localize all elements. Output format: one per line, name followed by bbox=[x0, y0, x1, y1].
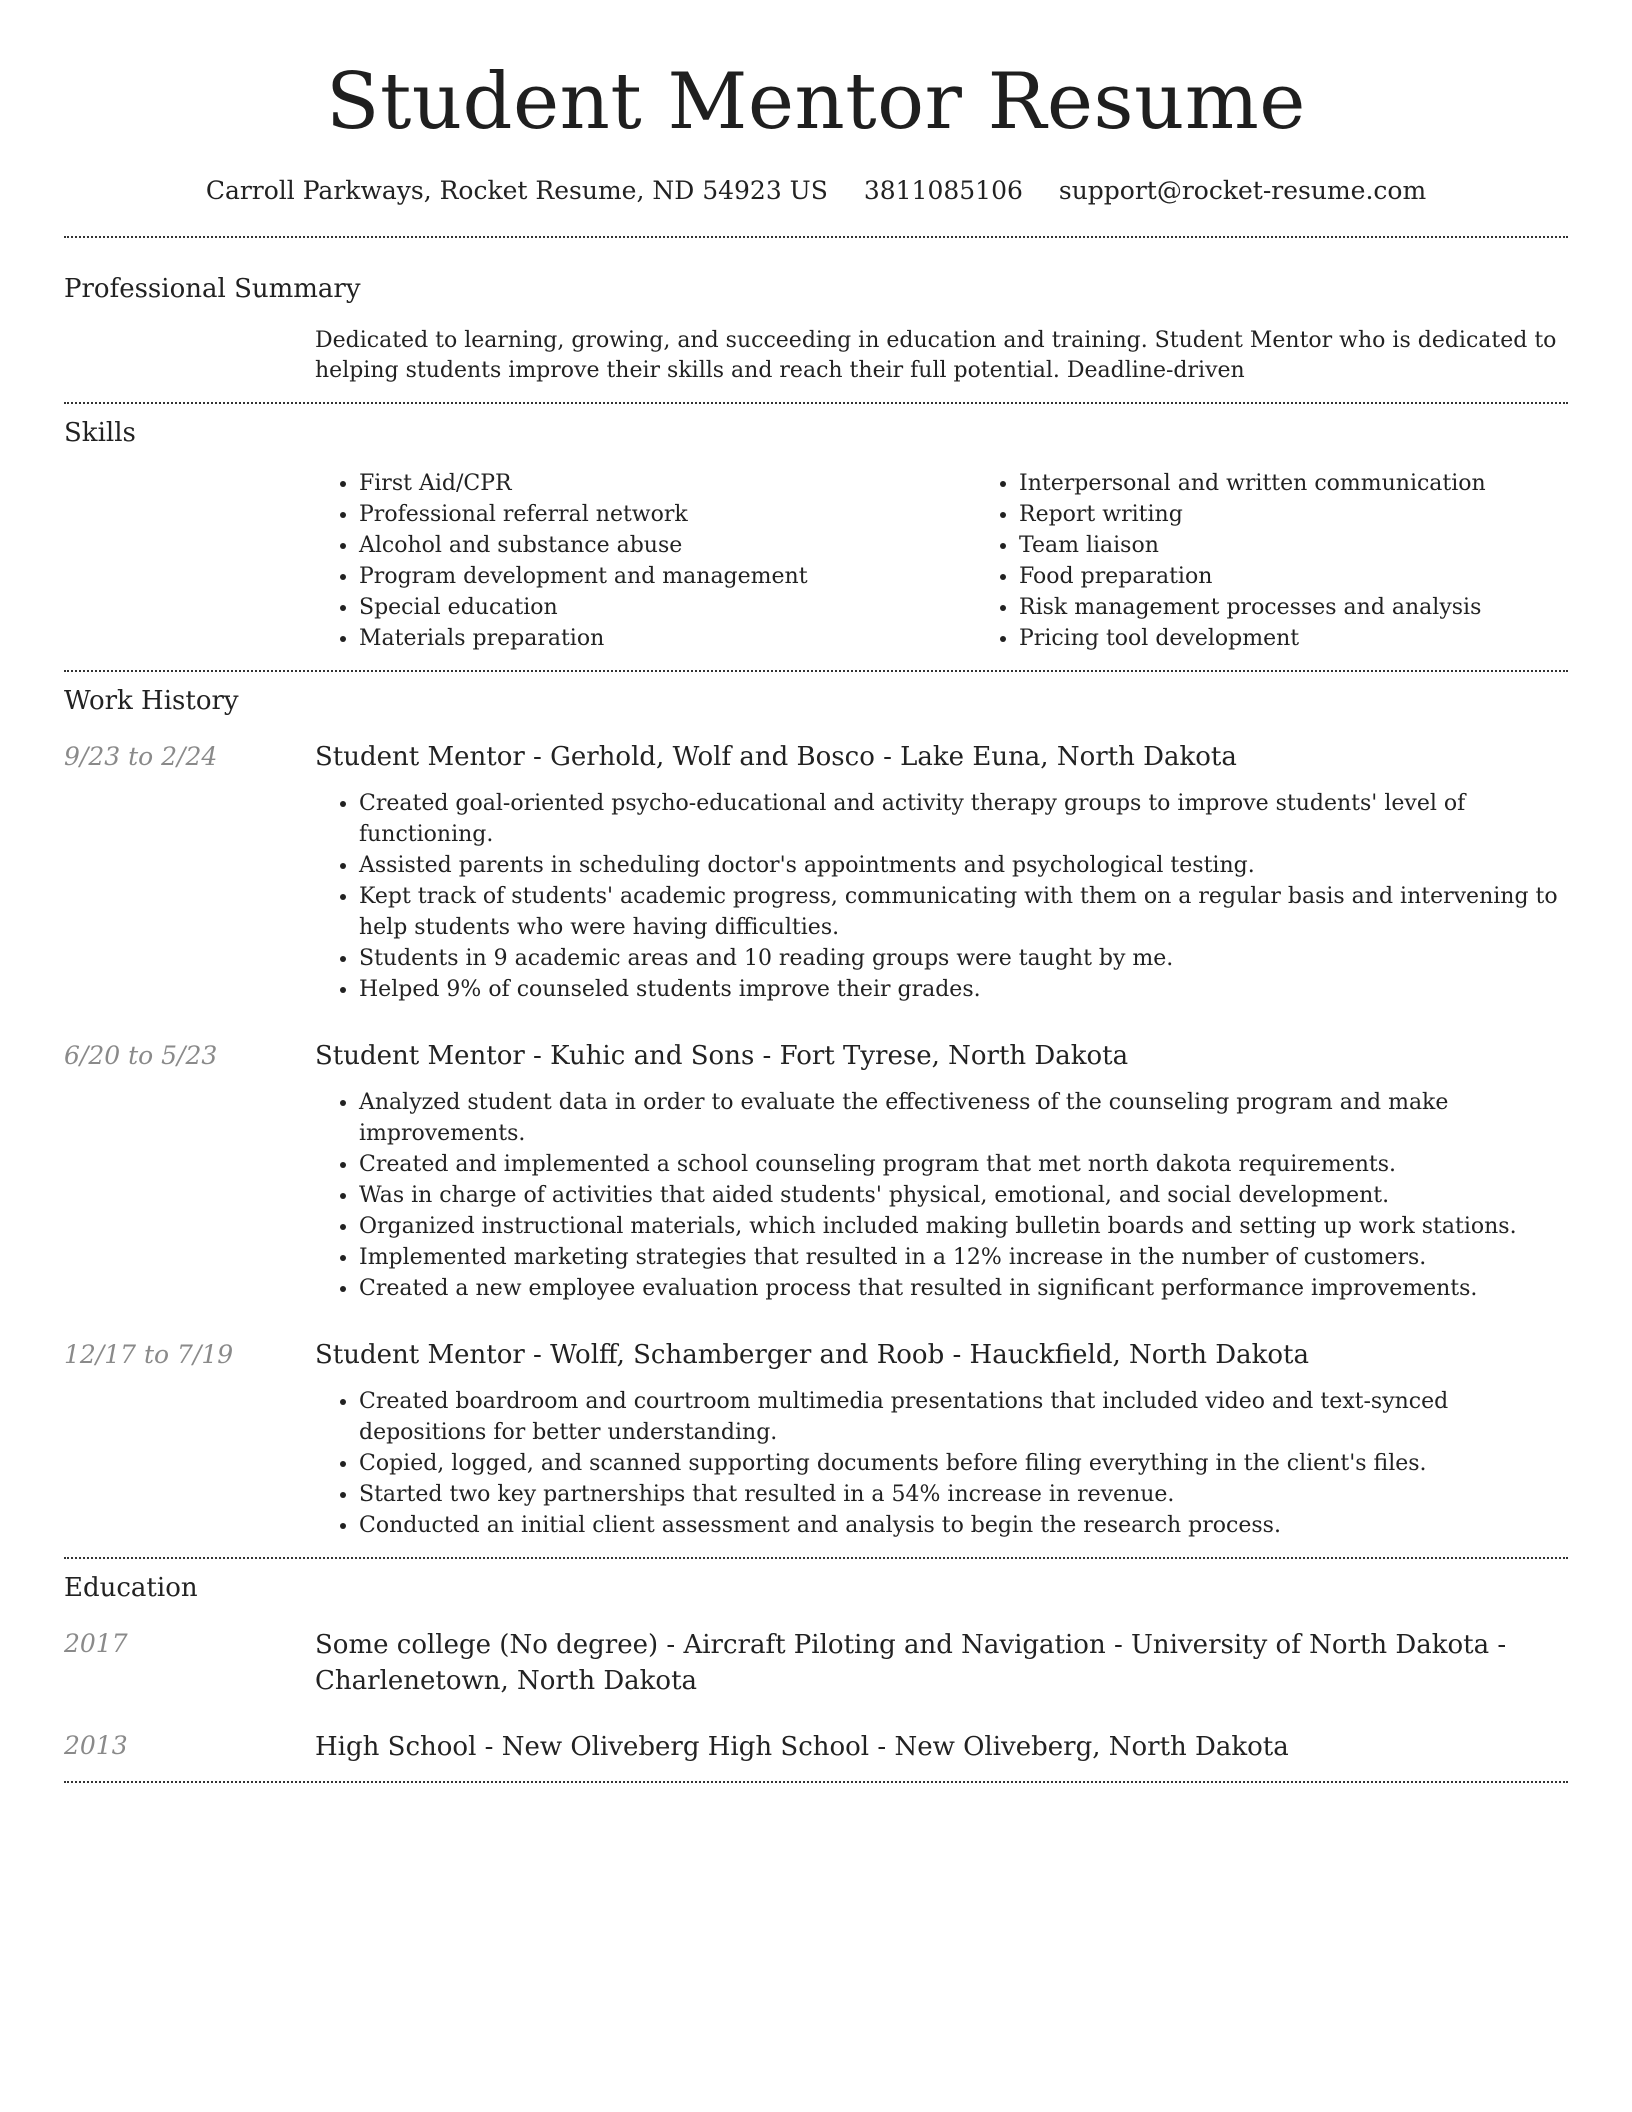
contact-address: Carroll Parkways, Rocket Resume, ND 54923 US bbox=[205, 176, 828, 205]
job-bullet: • Copied, logged, and scanned supporting documents before filing everything in the client's files. bbox=[359, 1448, 1568, 1479]
skill-item: • First Aid/CPR bbox=[359, 468, 975, 499]
education-entry bbox=[64, 1627, 1568, 1699]
skill-item: • Report writing bbox=[1019, 499, 1632, 530]
summary-section bbox=[64, 238, 1568, 402]
divider bbox=[64, 1781, 1568, 1783]
job-dates: 9/23 to 2/24 bbox=[64, 742, 218, 771]
work-heading: Work History bbox=[64, 686, 239, 716]
contact-phone: 3811085106 bbox=[863, 176, 1023, 205]
skill-item: • Team liaison bbox=[1019, 530, 1632, 561]
contact-email: support@rocket-resume.com bbox=[1058, 176, 1427, 205]
job-bullets bbox=[315, 788, 1568, 1005]
job-entry bbox=[64, 740, 1568, 1005]
job-title: Student Mentor - Wolff, Schamberger and Roob - Hauckfield, North Dakota bbox=[315, 1340, 1309, 1370]
job-bullet: • Created a new employee evaluation process that resulted in significant performance improvements. bbox=[359, 1273, 1568, 1304]
job-dates: 6/20 to 5/23 bbox=[64, 1041, 218, 1070]
job-bullet: • Created and implemented a school counseling program that met north dakota requirements. bbox=[359, 1149, 1568, 1180]
education-year: 2017 bbox=[64, 1629, 128, 1658]
job-entry bbox=[64, 1338, 1568, 1557]
job-bullets bbox=[315, 1087, 1568, 1304]
skills-heading: Skills bbox=[64, 418, 136, 448]
job-bullet: • Students in 9 academic areas and 10 reading groups were taught by me. bbox=[359, 943, 1568, 974]
skill-item: • Risk management processes and analysis bbox=[1019, 592, 1632, 623]
job-bullet: • Assisted parents in scheduling doctor's appointments and psychological testing. bbox=[359, 850, 1568, 881]
job-bullet: • Implemented marketing strategies that resulted in a 12% increase in the number of customers. bbox=[359, 1242, 1568, 1273]
job-entry bbox=[64, 1039, 1568, 1304]
job-title: Student Mentor - Gerhold, Wolf and Bosco - Lake Euna, North Dakota bbox=[315, 742, 1237, 772]
job-bullet: • Started two key partnerships that resulted in a 54% increase in revenue. bbox=[359, 1479, 1568, 1510]
skill-item: • Professional referral network bbox=[359, 499, 975, 530]
skill-item: • Materials preparation bbox=[359, 623, 975, 654]
skill-item: • Pricing tool development bbox=[1019, 623, 1632, 654]
skill-item: • Program development and management bbox=[359, 561, 975, 592]
summary-text: Dedicated to learning, growing, and succeeding in education and training. Student Mentor who is dedicated to helping students improve their skills and reach their full potential. Deadline-driven bbox=[315, 328, 1557, 383]
skill-item: • Special education bbox=[359, 592, 975, 623]
job-bullet: • Created goal-oriented psycho-educational and activity therapy groups to improve students' level of functioning. bbox=[359, 788, 1568, 850]
education-title: High School - New Oliveberg High School - New Oliveberg, North Dakota bbox=[315, 1732, 1289, 1762]
work-section bbox=[64, 672, 1568, 1557]
skill-item: • Alcohol and substance abuse bbox=[359, 530, 975, 561]
education-title: Some college (No degree) - Aircraft Piloting and Navigation - University of North Dakota - Charlenetown, North Dakota bbox=[315, 1630, 1507, 1696]
skill-item: • Food preparation bbox=[1019, 561, 1632, 592]
education-heading: Education bbox=[64, 1573, 198, 1603]
job-bullet: • Helped 9% of counseled students improve their grades. bbox=[359, 974, 1568, 1005]
skills-list-right bbox=[975, 468, 1632, 654]
job-bullet: • Analyzed student data in order to evaluate the effectiveness of the counseling program and make improvements. bbox=[359, 1087, 1568, 1149]
summary-heading: Professional Summary bbox=[64, 274, 361, 304]
job-bullet: • Conducted an initial client assessment and analysis to begin the research process. bbox=[359, 1510, 1568, 1541]
resume-title: Student Mentor Resume bbox=[326, 57, 1306, 147]
job-bullet: • Created boardroom and courtroom multimedia presentations that included video and text-synced depositions for better understanding. bbox=[359, 1386, 1568, 1448]
skill-item: • Interpersonal and written communication bbox=[1019, 468, 1632, 499]
job-bullet: • Organized instructional materials, which included making bulletin boards and setting up work stations. bbox=[359, 1211, 1568, 1242]
job-bullet: • Was in charge of activities that aided students' physical, emotional, and social development. bbox=[359, 1180, 1568, 1211]
skills-section bbox=[64, 404, 1568, 670]
contact-line bbox=[64, 174, 1568, 208]
job-bullets bbox=[315, 1386, 1568, 1541]
job-title: Student Mentor - Kuhic and Sons - Fort Tyrese, North Dakota bbox=[315, 1041, 1129, 1071]
education-entry bbox=[64, 1729, 1568, 1781]
job-dates: 12/17 to 7/19 bbox=[64, 1340, 234, 1369]
education-year: 2013 bbox=[64, 1731, 128, 1760]
skills-list-left bbox=[315, 468, 975, 654]
job-bullet: • Kept track of students' academic progress, communicating with them on a regular basis and intervening to help students who were having difficulties. bbox=[359, 881, 1568, 943]
education-section bbox=[64, 1559, 1568, 1781]
